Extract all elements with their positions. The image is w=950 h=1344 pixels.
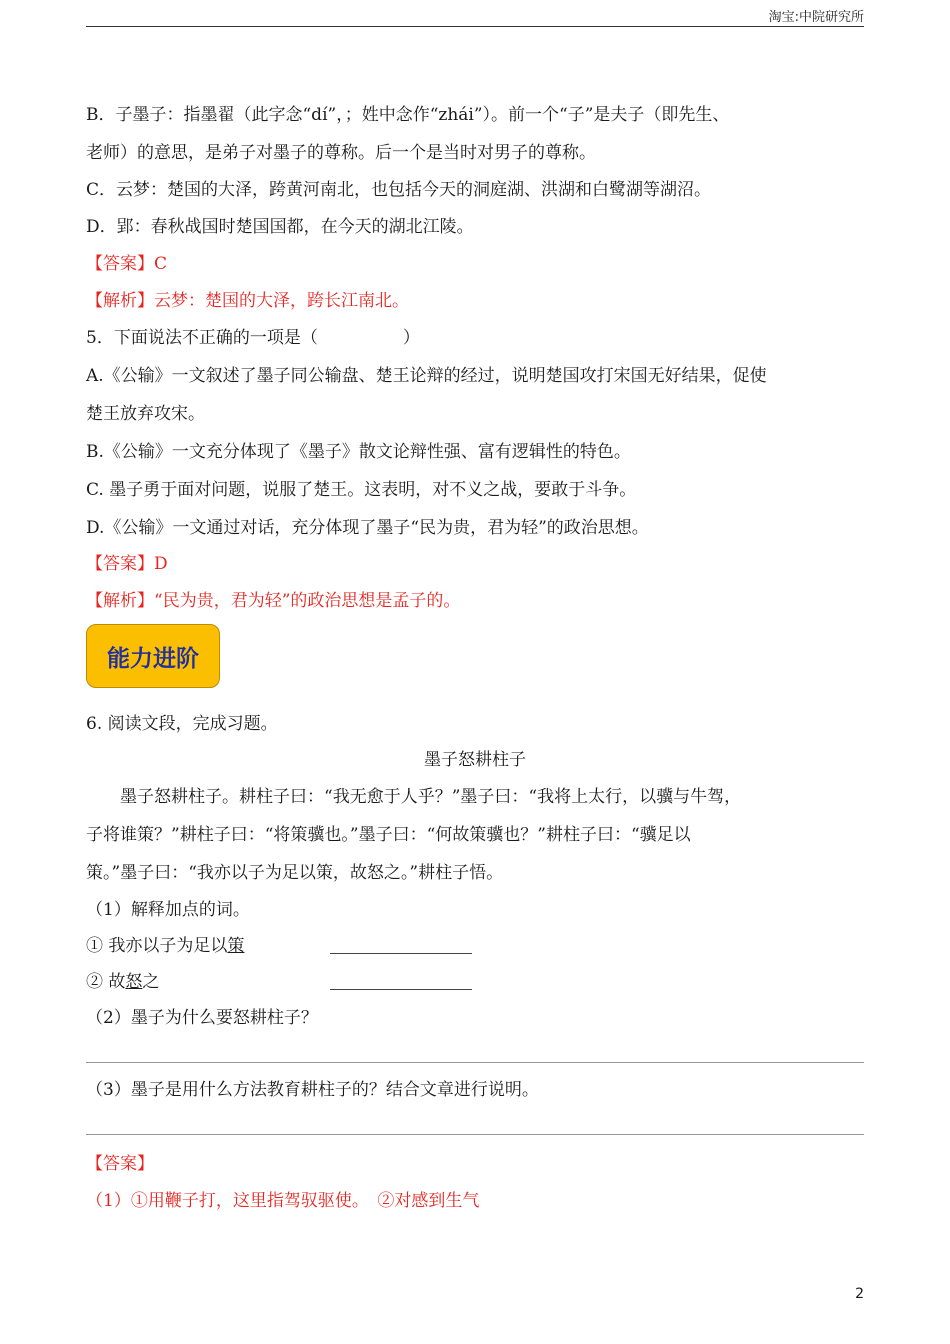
item2-answer-blank[interactable] [330,989,472,990]
item2-prefix: ② 故 [86,972,126,992]
q6-stem: 6. 阅读文段，完成习题。 [86,714,278,734]
q5-option-d: D.《公输》一文通过对话，充分体现了墨子“民为贵，君为轻”的政治思想。 [86,518,649,538]
q6-sub3: （3）墨子是用什么方法教育耕柱子的？结合文章进行说明。 [86,1080,539,1100]
passage-line1: 墨子怒耕柱子。耕柱子曰：“我无愈于人乎？”墨子曰：“我将上太行，以骥与牛驾， [120,787,742,807]
header-source: 淘宝:中院研究所 [768,10,864,25]
passage-line3: 策。”墨子曰：“我亦以子为足以策，故怒之。”耕柱子悟。 [86,863,504,883]
q5-option-a-line2: 楚王放弃攻宋。 [86,404,205,424]
item1-answer-blank[interactable] [330,953,472,954]
q5-answer: 【答案】D [86,554,168,574]
q5-stem: 5．下面说法不正确的一项是（ ） [86,328,420,348]
passage-title: 墨子怒耕柱子 [424,750,526,770]
sub3-answer-line[interactable] [86,1134,864,1135]
q6-item1 [86,935,244,957]
q5-option-a-line1: A.《公输》一文叙述了墨子同公输盘、楚王论辩的经过，说明楚国攻打宋国无好结果，促使 [86,366,767,386]
q4-option-b-line2: 老师）的意思，是弟子对墨子的尊称。后一个是当时对男子的尊称。 [86,143,596,163]
q6-sub1: （1）解释加点的词。 [86,900,250,920]
header-divider [86,26,864,27]
q5-option-b: B.《公输》一文充分体现了《墨子》散文论辩性强、富有逻辑性的特色。 [86,442,631,462]
sub2-answer-line[interactable] [86,1062,864,1063]
q4-option-b-line1: B．子墨子：指墨翟（此字念“dí”，；姓中念作“zhái”）。前一个“子”是夫子（即先生、 [86,105,730,125]
q6-answer: 【答案】 [86,1154,154,1174]
passage-line2: 子将谁策？”耕柱子曰：“将策骥也。”墨子曰：“何故策骥也？”耕柱子曰：“骥足以 [86,825,691,845]
item1-word: 策 [227,936,245,956]
section-badge: 能力进阶 [86,624,220,688]
q4-answer: 【答案】C [86,254,168,274]
page-number: 2 [855,1286,864,1302]
q6-item2 [86,971,159,993]
item2-word: 怒 [125,972,143,992]
q5-option-c: C. 墨子勇于面对问题，说服了楚王。这表明，对不义之战，要敢于斗争。 [86,480,637,500]
item2-suffix: 之 [142,972,160,992]
q5-analysis: 【解析】“民为贵，君为轻”的政治思想是孟子的。 [86,591,461,611]
q4-analysis: 【解析】云梦：楚国的大泽，跨长江南北。 [86,291,409,311]
q4-option-d: D．郢：春秋战国时楚国国都，在今天的湖北江陵。 [86,217,474,237]
q4-option-c: C．云梦：楚国的大泽，跨黄河南北，也包括今天的洞庭湖、洪湖和白鹭湖等湖沼。 [86,180,712,200]
q6-answer-1: （1）①用鞭子打，这里指驾驭驱使。 ②对感到生气 [86,1191,480,1211]
item1-prefix: ① 我亦以子为足以 [86,936,228,956]
q6-sub2: （2）墨子为什么要怒耕柱子？ [86,1008,318,1028]
